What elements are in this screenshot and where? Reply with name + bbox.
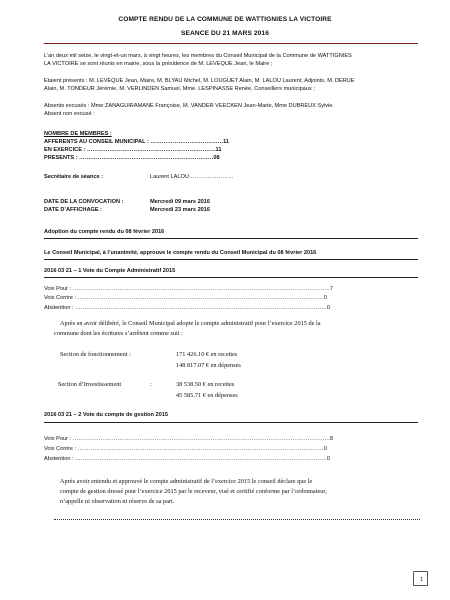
members-presents: PRESENTS : ………………………………………………………………08 [44,155,220,161]
section-divider [44,422,418,423]
fonctionnement-recettes: 171 426.10 € en recettes [176,351,238,358]
present-line-1: Etaient présents : M. LEVEQUE Jean, Maire, M. BLYAU Michel, M. LOUGUET Alain, M. LALOU Laurent, Adjoints, M. DERUE [44,78,355,84]
absent-line-1: Absents excusés : Mme ZANAGUIRAMANE Françoise, M. VANDER VEECKEN Jean-Marie, Mme DUBREUX Sylvie. [44,103,334,109]
secretary-label: Secrétaire de séance : [44,174,104,180]
vote1-contre: Voix Contre : ……………………………………………………………………………………………………………………0 [44,295,327,301]
section-divider [44,259,418,260]
vote2-paragraph-line-1: Après avoir entendu et approuvé le compte administratif de l’exercice 2015 le conseil déclare que le [60,478,313,485]
intro-line-2: LA VICTOIRE se sont réunis en mairie, sous la présidence de M. LEVEQUE Jean, le Maire ; [44,61,273,67]
fonctionnement-label: Section de fonctionnement : [60,351,131,358]
members-heading: NOMBRE DE MEMBRES : [44,131,112,137]
vote2-contre: Voix Contre : ……………………………………………………………………………………………………………………0 [44,446,327,452]
affichage-date: Mercredi 23 mars 2016 [150,207,211,213]
vote2-pour: Voix Pour : …………………………………………………………………………………………………………………………8 [44,436,334,442]
vote1-paragraph-line-2: commune dont les écritures s’arrêtent comme suit : [54,330,183,337]
adoption-heading: Adoption du compte rendu du 08 février 2016 [44,229,165,235]
affichage-label: DATE D’AFFICHAGE : [44,207,103,213]
adoption-text: Le Conseil Municipal, à l’unanimité, approuve le compte rendu du Conseil Municipal du 08 février 2016 [44,250,317,256]
intro-line-1: L’an deux mil seize, le vingt-et-un mars, à vingt heures, les membres du Conseil Municipal de la Commune de WATTIGNIES [44,53,352,59]
section-divider [44,238,418,239]
vote2-abstention: Abstention : ………………………………………………………………………………………………………………………0 [44,456,330,462]
vote1-pour: Voix Pour : …………………………………………………………………………………………………………………………7 [44,286,334,292]
page-number: 1 [419,577,424,583]
vote2-paragraph-line-2: compte de gestion dressé pour l’exercice 2015 par le receveur, visé et certifié conforme par l’ordonnateur, [60,488,327,495]
document-title: COMPTE RENDU DE LA COMMUNE DE WATTIGNIES LA VICTOIRE [118,16,332,23]
investissement-colon: : [150,381,152,388]
fonctionnement-depenses: 148 817.07 € en dépenses [176,362,241,369]
investissement-label: Section d’Investissement [58,381,122,388]
vote1-abstention: Abstention : ………………………………………………………………………………………………………………………0 [44,305,330,311]
investissement-depenses: 45 585.71 € en dépenses [176,392,238,399]
vote1-paragraph-line-1: Après en avoir délibéré, le Conseil Municipal adopte le compte administratif pour l’exercice 2015 de la [60,320,321,327]
vote2-heading: 2016 03 21 – 2 Vote du compte de gestion 2015 [44,412,168,418]
document-subtitle: SEANCE DU 21 MARS 2016 [181,30,269,37]
investissement-recettes: 38 538.50 € en recettes [176,381,235,388]
convocation-label: DATE DE LA CONVOCATION : [44,199,124,205]
secretary-value: Laurent LALOU…………………… [150,174,234,180]
members-exercice: EN EXERCICE : ……………………………………………………………11 [44,147,222,153]
convocation-date: Mercredi 09 mars 2016 [150,199,211,205]
title-divider [44,43,418,44]
present-line-2: Alain, M. TONDEUR Jérémie, M. VERLINDEN Samuel, Mme. LESPINASSE Renée, Conseillers municipaux ; [44,86,315,92]
closing-dotted-line [54,519,420,520]
vote2-paragraph-line-3: n’appelle ni observation ni réserve de sa part. [60,498,175,505]
absent-line-2: Absent non excusé : [44,111,95,117]
section-divider [44,277,418,278]
vote1-heading: 2016 03 21 – 1 Vote du Compte Administratif 2015 [44,268,176,274]
members-afferents: AFFERENTS AU CONSEIL MUNICIPAL : …………………………………11 [44,139,230,145]
